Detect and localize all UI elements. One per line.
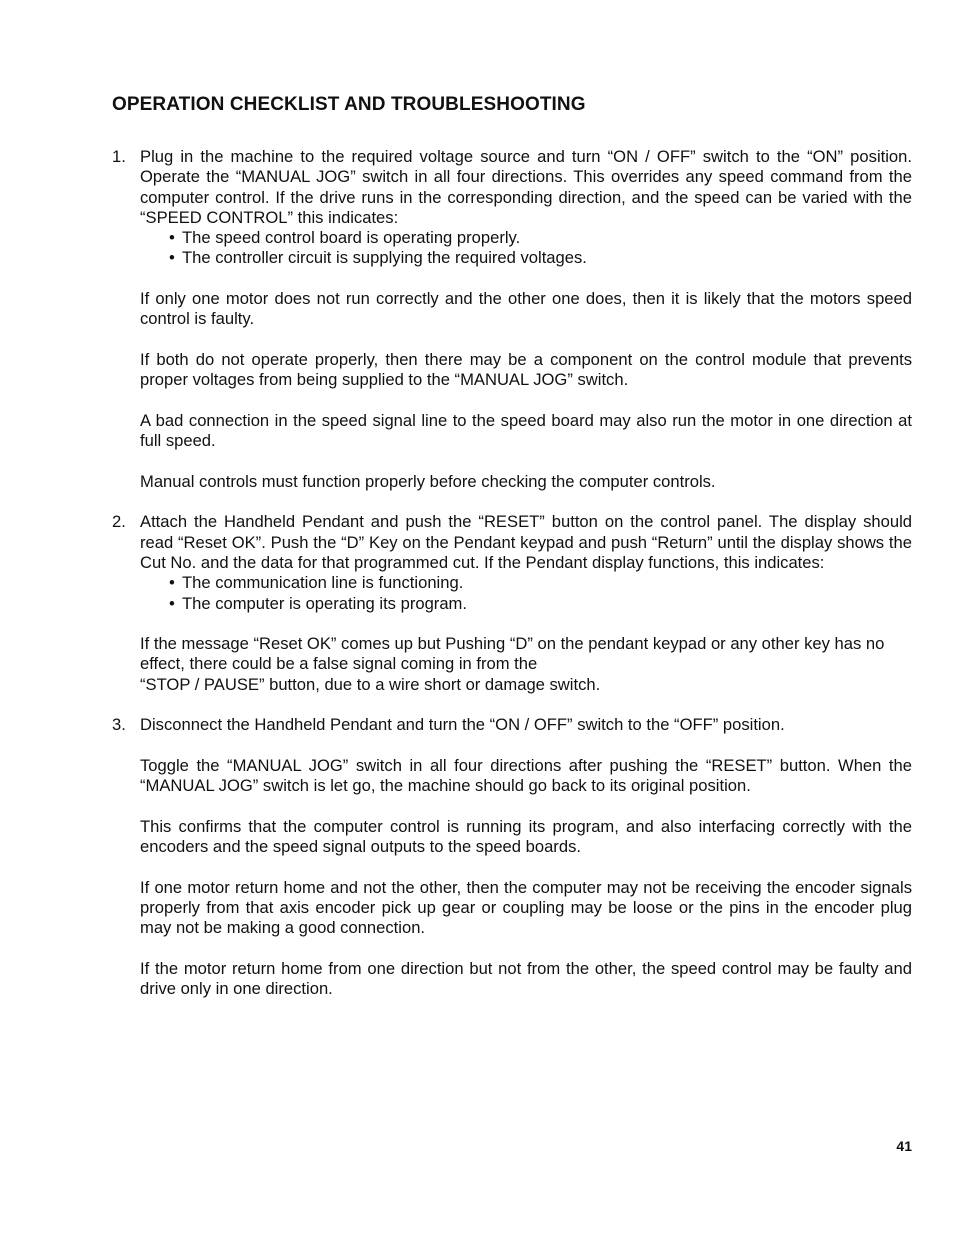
- checklist-body: [112, 147, 912, 999]
- paragraph: If only one motor does not run correctly and the other one does, then it is likely that the motors speed control is faulty.: [140, 289, 912, 329]
- item-lead-text: Plug in the machine to the required voltage source and turn “ON / OFF” switch to the “ON” position. Operate the “MANUAL JOG” switch in all four directions. This overrides any speed command from the computer control. If the drive runs in the corresponding direction, and the speed can be varied with the “SPEED CONTROL” this indicates:: [140, 147, 912, 227]
- paragraph: If the message “Reset OK” comes up but Pushing “D” on the pendant keypad or any other key has no effect, there could be a false signal coming in from the: [140, 634, 885, 674]
- item-number: 1.: [112, 147, 126, 166]
- paragraph: If the motor return home from one direction but not from the other, the speed control may be faulty and drive only in one direction.: [140, 958, 912, 999]
- item-number: 2.: [112, 512, 126, 532]
- page-number: 41: [896, 1138, 912, 1154]
- checklist-item-3: [112, 715, 912, 735]
- checklist-item-1: [112, 147, 912, 228]
- paragraph: If both do not operate properly, then there may be a component on the control module that prevents proper voltages from being supplied to the “MANUAL JOG” switch.: [140, 349, 912, 390]
- list-item: • The computer is operating its program.: [169, 594, 912, 614]
- paragraph: If one motor return home and not the other, then the computer may not be receiving the encoder signals properly from that axis encoder pick up gear or coupling may be loose or the pins in the encoder plug may not be making a good connection.: [140, 877, 912, 938]
- indication-list: [140, 228, 912, 269]
- item-number: 3.: [112, 715, 126, 735]
- paragraph: Toggle the “MANUAL JOG” switch in all four directions after pushing the “RESET” button. When the “MANUAL JOG” switch is let go, the machine should go back to its original position.: [140, 755, 912, 796]
- list-item: • The controller circuit is supplying the required voltages.: [169, 248, 912, 268]
- item-lead-text: Disconnect the Handheld Pendant and turn the “ON / OFF” switch to the “OFF” position.: [140, 715, 785, 735]
- paragraph: This confirms that the computer control is running its program, and also interfacing correctly with the encoders and the speed signal outputs to the speed boards.: [140, 816, 912, 857]
- item-lead-text: Attach the Handheld Pendant and push the “RESET” button on the control panel. The display should read “Reset OK”. Push the “D” Key on the Pendant keypad and push “Return” until the display shows the Cut No. and the data for that programmed cut. If the Pendant display functions, this indicates:: [140, 512, 912, 572]
- paragraph: A bad connection in the speed signal line to the speed board may also run the motor in one direction at full speed.: [140, 410, 912, 451]
- list-item: • The communication line is functioning.: [169, 573, 912, 593]
- indication-list: [140, 573, 912, 614]
- list-item: • The speed control board is operating properly.: [169, 228, 912, 248]
- page-heading: OPERATION CHECKLIST AND TROUBLESHOOTING: [112, 94, 586, 115]
- paragraph: “STOP / PAUSE” button, due to a wire short or damage switch.: [140, 674, 601, 694]
- checklist-item-2: [112, 512, 912, 573]
- paragraph: Manual controls must function properly before checking the computer controls.: [140, 471, 716, 491]
